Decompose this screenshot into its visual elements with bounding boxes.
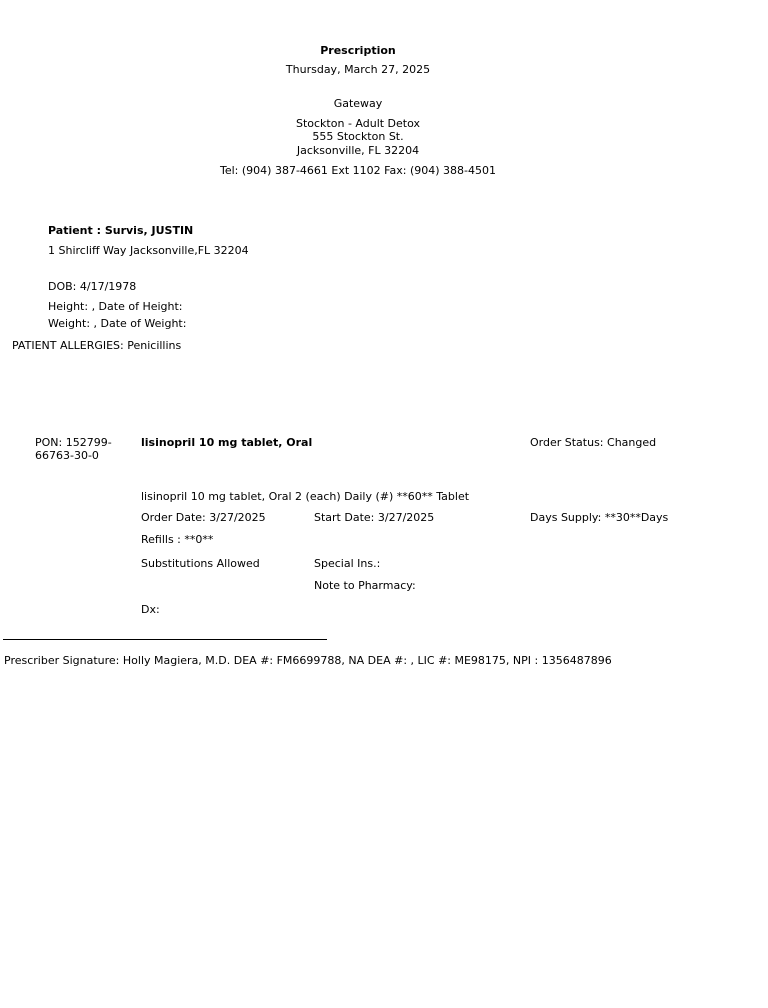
patient-allergies: PATIENT ALLERGIES: Penicillins bbox=[12, 339, 182, 352]
order-sig: lisinopril 10 mg tablet, Oral 2 (each) Daily (#) **60** Tablet bbox=[141, 490, 470, 503]
organization-name: Gateway bbox=[333, 97, 383, 110]
order-special-instructions: Special Ins.: bbox=[314, 557, 381, 570]
order-date: Order Date: 3/27/2025 bbox=[141, 511, 266, 524]
order-diagnosis: Dx: bbox=[141, 603, 160, 616]
order-days-supply: Days Supply: **30**Days bbox=[530, 511, 669, 524]
order-drug: lisinopril 10 mg tablet, Oral bbox=[141, 436, 313, 449]
patient-weight: Weight: , Date of Weight: bbox=[48, 317, 187, 330]
order-substitutions: Substitutions Allowed bbox=[141, 557, 260, 570]
document-title: Prescription bbox=[320, 44, 396, 57]
order-status: Order Status: Changed bbox=[530, 436, 657, 449]
facility-address-line1: 555 Stockton St. bbox=[312, 130, 404, 143]
order-pon: PON: 152799-66763-30-0 bbox=[35, 436, 112, 462]
patient-name: Patient : Survis, JUSTIN bbox=[48, 224, 194, 237]
order-start-date: Start Date: 3/27/2025 bbox=[314, 511, 435, 524]
facility-name: Stockton - Adult Detox bbox=[295, 117, 421, 130]
patient-height: Height: , Date of Height: bbox=[48, 300, 183, 313]
patient-address: 1 Shircliff Way Jacksonville,FL 32204 bbox=[48, 244, 249, 257]
order-note-to-pharmacy: Note to Pharmacy: bbox=[314, 579, 416, 592]
prescriber-signature: Prescriber Signature: Holly Magiera, M.D. DEA #: FM6699788, NA DEA #: , LIC #: ME98175, NPI : 1356487896 bbox=[4, 654, 612, 667]
document-date: Thursday, March 27, 2025 bbox=[285, 63, 431, 76]
signature-line bbox=[3, 639, 327, 640]
patient-dob: DOB: 4/17/1978 bbox=[48, 280, 137, 293]
facility-contact: Tel: (904) 387-4661 Ext 1102 Fax: (904) 388-4501 bbox=[220, 164, 496, 177]
facility-address-line2: Jacksonville, FL 32204 bbox=[296, 144, 420, 157]
order-refills: Refills : **0** bbox=[141, 533, 214, 546]
